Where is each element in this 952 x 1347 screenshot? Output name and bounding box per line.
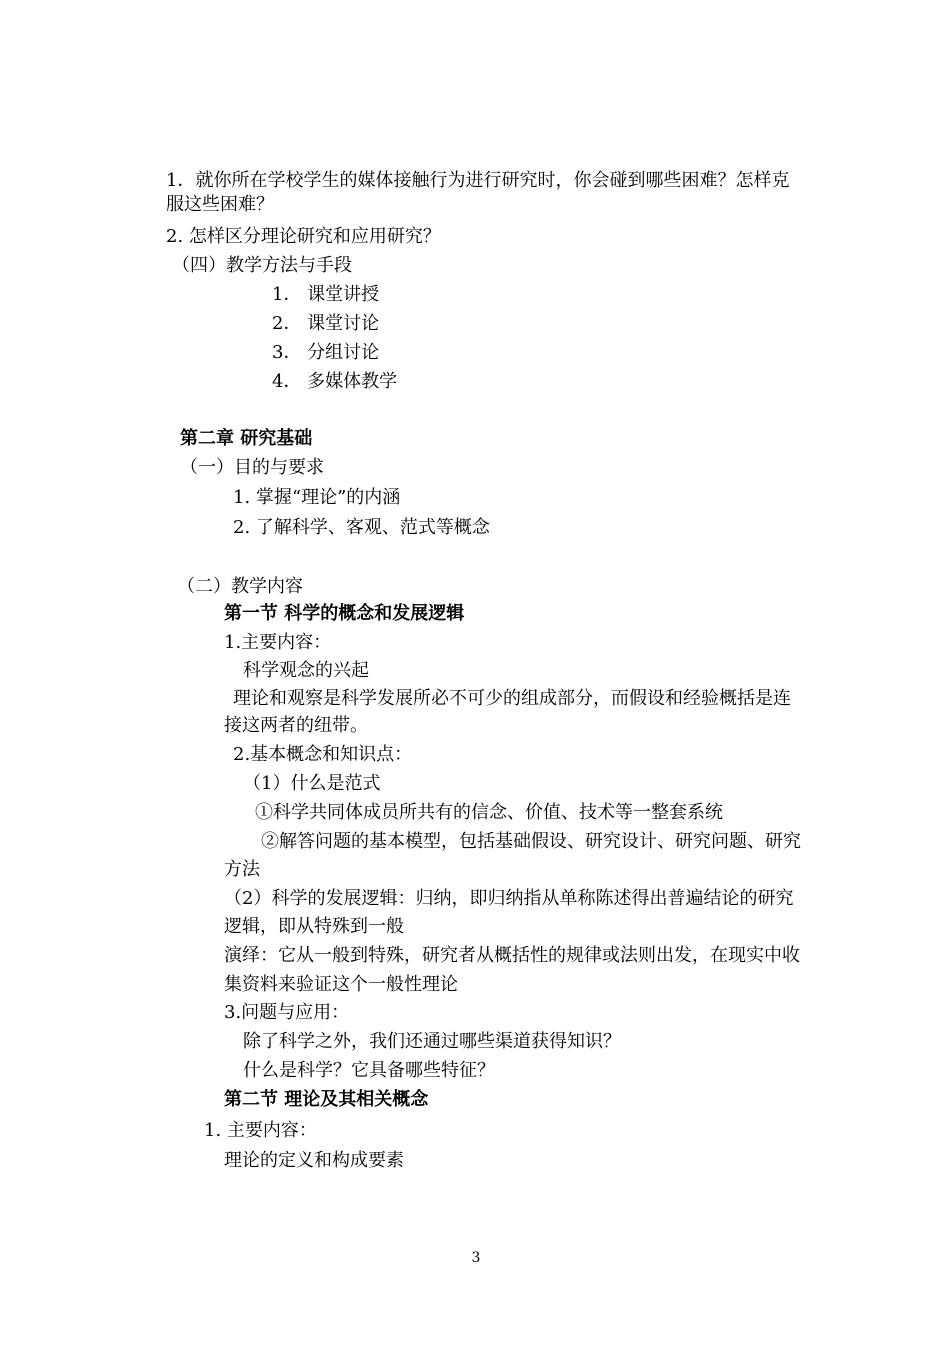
section-1-para-line-1: 理论和观察是科学发展所必不可少的组成部分，而假设和经验概括是连 (233, 688, 791, 709)
deduction-line-2: 集资料来验证这个一般性理论 (224, 974, 458, 995)
question-1-line-2: 服这些困难？ (166, 194, 274, 215)
section-1-question: 除了科学之外，我们还通过哪些渠道获得知识？ (243, 1031, 621, 1052)
section-1-question: 什么是科学？它具备哪些特征？ (243, 1060, 495, 1081)
logic-line-1: （2）科学的发展逻辑：归纳，即归纳指从单称陈述得出普遍结论的研究 (224, 888, 794, 909)
section-2-item: 理论的定义和构成要素 (224, 1150, 404, 1171)
methods-heading: （四）教学方法与手段 (172, 255, 352, 276)
method-item: 2． 课堂讨论 (272, 313, 380, 334)
method-item: 4． 多媒体教学 (272, 371, 398, 392)
page-number: 3 (471, 1250, 481, 1266)
section-1-title: 第一节 科学的概念和发展逻辑 (224, 603, 465, 624)
section-1-concepts-label: 2.基本概念和知识点： (233, 744, 413, 765)
paradigm-point-2-line-1: ②解答问题的基本模型，包括基础假设、研究设计、研究问题、研究 (261, 831, 801, 852)
method-item: 1． 课堂讲授 (272, 284, 380, 305)
logic-line-2: 逻辑，即从特殊到一般 (224, 916, 404, 937)
section-1-main-label: 1.主要内容： (224, 632, 332, 653)
paradigm-point-1: ①科学共同体成员所共有的信念、价值、技术等一整套系统 (255, 802, 723, 823)
method-item: 3． 分组讨论 (272, 342, 380, 363)
question-1-line-1: 1．就你所在学校学生的媒体接触行为进行研究时，你会碰到哪些困难？怎样克 (166, 170, 790, 191)
section-2-title: 第二节 理论及其相关概念 (224, 1089, 429, 1110)
content-heading: （二）教学内容 (177, 576, 303, 597)
section-1-para-line-2: 接这两者的纽带。 (224, 715, 368, 736)
paradigm-heading: （1）什么是范式 (243, 773, 381, 794)
section-1-rise: 科学观念的兴起 (243, 660, 369, 681)
goal-item: 1. 掌握“理论”的内涵 (233, 487, 401, 508)
question-2: 2. 怎样区分理论研究和应用研究？ (166, 226, 441, 247)
section-1-questions-label: 3.问题与应用： (224, 1002, 350, 1023)
section-2-main-label: 1. 主要内容： (204, 1120, 317, 1141)
deduction-line-1: 演绎：它从一般到特殊，研究者从概括性的规律或法则出发，在现实中收 (224, 945, 800, 966)
chapter-title: 第二章 研究基础 (180, 428, 313, 449)
goal-item: 2. 了解科学、客观、范式等概念 (233, 517, 490, 538)
goals-heading: （一）目的与要求 (180, 457, 324, 478)
paradigm-point-2-line-2: 方法 (224, 859, 260, 880)
